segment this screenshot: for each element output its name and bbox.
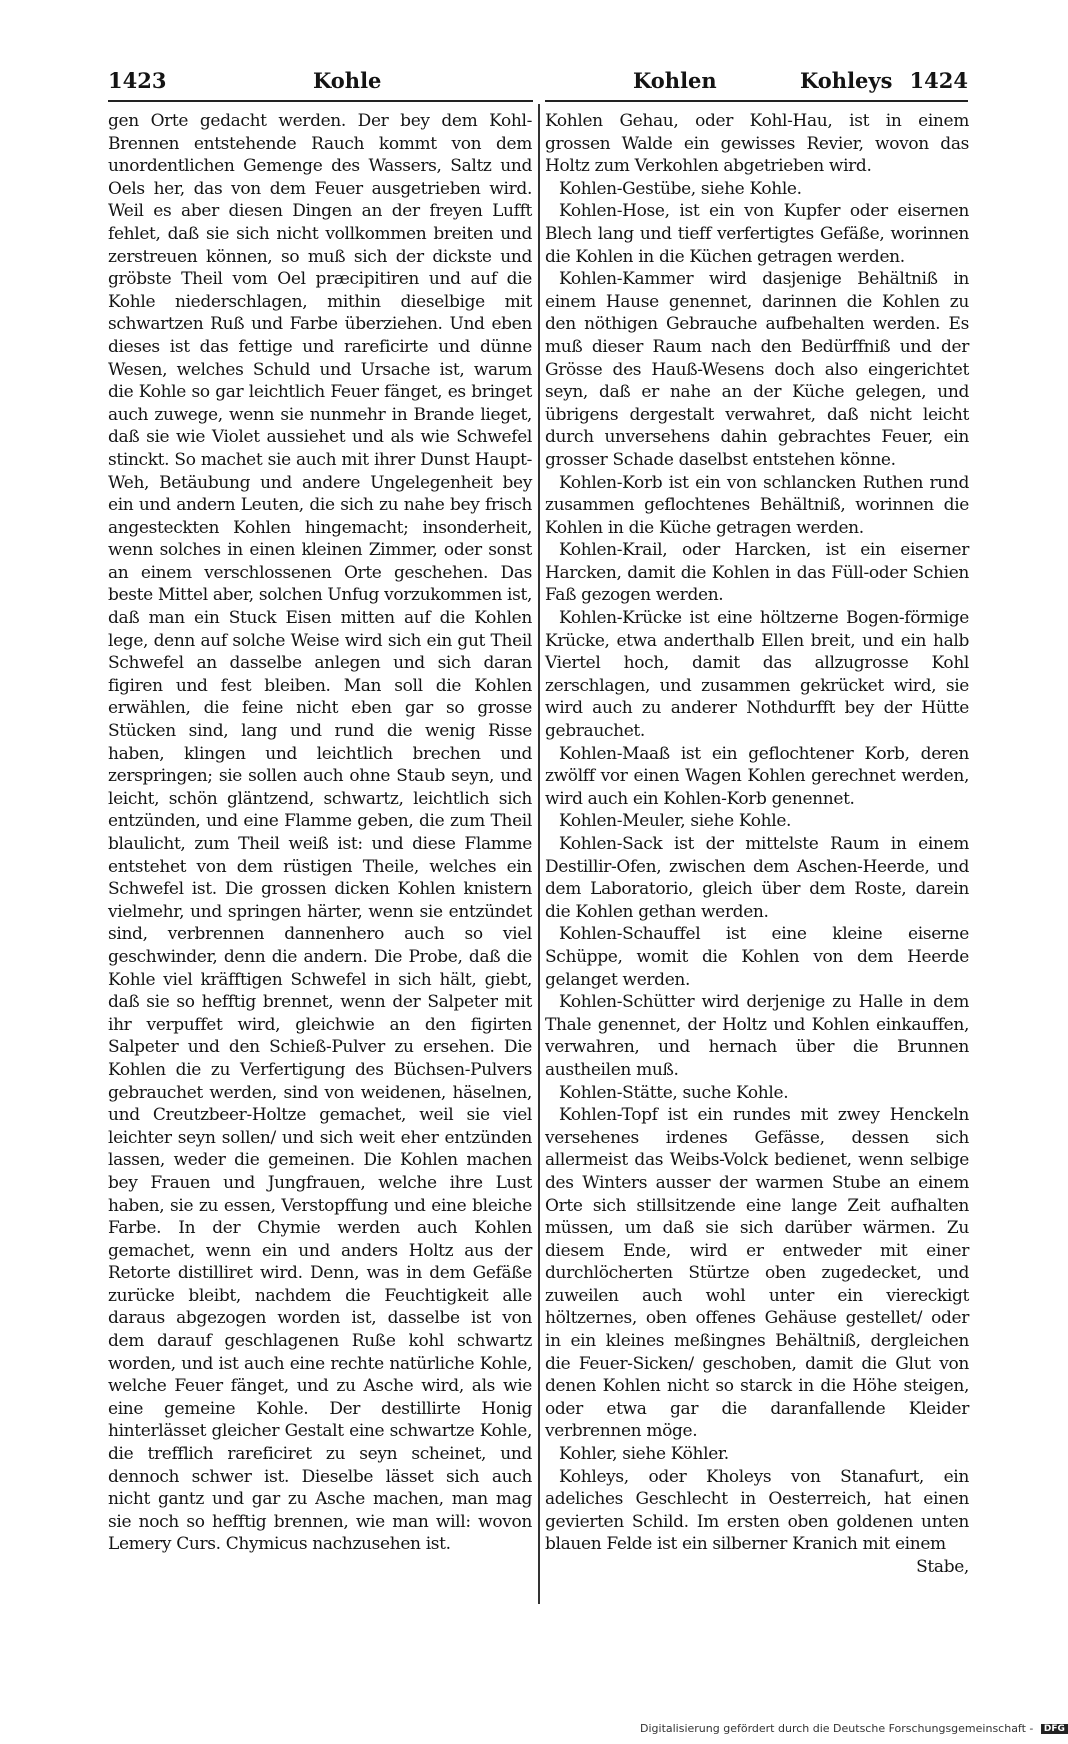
entry-kohlen-maass: Kohlen-Maaß ist ein geflochtener Korb, deren zwölff vor einen Wagen Kohlen gerechnet werden, wird auch ein Kohlen-Korb genennet.	[545, 743, 969, 809]
header-word-left: Kohle	[313, 68, 382, 93]
right-column	[545, 110, 969, 1579]
entry-kohlen-sack: Kohlen-Sack ist der mittelste Raum in einem Destillir-Ofen, zwischen dem Aschen-Heerde, und dem Laboratorio, gleich über dem Roste, darein die Kohlen gethan werden.	[545, 834, 969, 922]
left-column	[108, 110, 532, 1556]
entry-kohlen-kammer: Kohlen-Kammer wird dasjenige Behältniß in einem Hause genennet, darinnen die Kohlen zu den nöthigen Gebrauche aufbehalten werden. Es muß dieser Raum nach den Bedürffniß und der Grösse des Hauß-Wesens doch also eingerichtet seyn, daß er nahe an der Küche gelegen, und übrigens dergestalt verwahret, daß nicht leicht durch unversehens dahin gebrachtes Feuer, ein grosser Schade daselbst entstehen könne.	[545, 269, 969, 470]
entry-kohlen-meuler: Kohlen-Meuler, siehe Kohle.	[559, 811, 792, 832]
entry-kohlen-schauffel: Kohlen-Schauffel ist eine kleine eiserne Schüppe, womit die Kohlen von dem Heerde gelanget werden.	[545, 924, 969, 990]
credit-text: Digitalisierung gefördert durch die Deutsche Forschungsgemeinschaft -	[640, 1722, 1034, 1735]
entry-kohlen-korb: Kohlen-Korb ist ein von schlancken Ruthen rund zusammen geflochtenes Behältniß, worinnen die Kohlen in die Küche getragen werden.	[545, 472, 969, 538]
running-header	[108, 68, 968, 98]
entry-kohlen-krail: Kohlen-Krail, oder Harcken, ist ein eiserner Harcken, damit die Kohlen in das Füll-oder Schien Faß gezogen werden.	[545, 540, 969, 606]
digitization-credit	[640, 1722, 1065, 1738]
entry-kohlen-gehau: Kohlen Gehau, oder Kohl-Hau, ist in einem grossen Walde ein gewisses Revier, wovon das Holtz zum Verkohlen abgetrieben wird.	[545, 111, 969, 177]
page-number-left: 1423	[108, 68, 167, 93]
entry-kohlen-schuetter: Kohlen-Schütter wird derjenige zu Halle in dem Thale genennet, der Holtz und Kohlen einkauffen, verwahren, und hernach über die Brunnen austheilen muß.	[545, 992, 969, 1080]
entry-kohlen-gestuebe: Kohlen-Gestübe, siehe Kohle.	[559, 178, 802, 199]
entry-kohleys: Kohleys, oder Kholeys von Stanafurt, ein adeliches Geschlecht in Oesterreich, hat einen gevierten Schild. Im ersten oben goldenen unten blauen Felde ist ein silberner Kranich mit einem	[545, 1466, 969, 1555]
entry-kohlen-staette: Kohlen-Stätte, suche Kohle.	[559, 1082, 789, 1103]
entry-kohlen-topf: Kohlen-Topf ist ein rundes mit zwey Henckeln versehenes irdenes Gefässe, dessen sich allermeist das Weibs-Volck bedienet, wenn selbige des Winters ausser der warmen Stube an einem Orte sich stillsitzende eine lange Zeit aufhalten müssen, um daß sie sich darüber wärmen. Zu diesem Ende, wird er entweder mit einer durchlöcherten Stürtze oben zugedecket, und zuweilen auch wohl unter ein viereckigt höltzernes, oben offenes Gehäuse gestellet/ oder in ein kleines meßingnes Behältniß, dergleichen die Feuer-Sicken/ geschoben, damit die Glut von denen Kohlen nicht so starck in die Höhe steigen, oder etwa gar die daranfallende Kleider verbrennen möge.	[545, 1105, 969, 1442]
entry-kohlen-hose: Kohlen-Hose, ist ein von Kupfer oder eisernen Blech lang und tieff verfertigtes Gefäße, worinnen die Kohlen in die Küchen getragen werden.	[545, 201, 969, 267]
header-word-right-2: Kohleys	[800, 68, 893, 93]
page-number-right: 1424	[909, 68, 968, 93]
entry-kohlen-kruecke: Kohlen-Krücke ist eine höltzerne Bogen-förmige Krücke, etwa anderthalb Ellen breit, und ein halb Viertel hoch, damit das allzugrosse Kohl zerschlagen, und zusammen gekrücket wird, sie wird auch zu anderer Nothdurfft bey der Hütte gebrauchet.	[545, 608, 969, 742]
entry-kohler: Kohler, siehe Köhler.	[559, 1444, 729, 1465]
header-rule-left	[108, 100, 533, 102]
left-column-paragraph: gen Orte gedacht werden. Der bey dem Kohl-Brennen entstehende Rauch kommt von dem unordentlichen Gemenge des Wassers, Saltz und Oels her, das von dem Feuer ausgetrieben wird. Weil es aber diesen Dingen an der freyen Lufft fehlet, daß sie sich nicht vollkommen breiten und zerstreuen können, so muß sich der dickste und gröbste Theil vom Oel præcipitiren und auf die Kohle niederschlagen, mithin dieselbige mit schwartzen Ruß und Farbe überziehen. Und eben dieses ist das fettige und rareficirte und dünne Wesen, welches Schuld und Ursache ist, warum die Kohle so gar leichtlich Feuer fänget, es bringet auch zuwege, wenn sie nunmehr in Brande lieget, daß sie wie Violet aussiehet und als wie Schwefel stinckt. So machet sie auch mit ihrer Dunst Haupt-Weh, Betäubung und andere Ungelegenheit bey ein und andern Leuten, die sich zu nahe bey frisch angesteckten Kohlen hingemacht; insonderheit, wenn solches in einen kleinen Zimmer, oder sonst an einem verschlossenen Orte geschehen. Das beste Mittel aber, solchen Unfug vorzukommen ist, daß man ein Stuck Eisen mitten auf die Kohlen lege, denn auf solche Weise wird sich ein gut Theil Schwefel an dasselbe anlegen und sich daran figiren und fest bleiben. Man soll die Kohlen erwählen, die feine nicht eben gar so grosse Stücken sind, lang und rund die wenig Risse haben, klingen und leichtlich brechen und zerspringen; sie sollen auch ohne Staub seyn, und leicht, schön gläntzend, schwartz, leichtlich sich entzünden, und eine Flamme geben, die zum Theil blaulicht, zum Theil weiß ist: und diese Flamme entstehet von dem rüstigen Theile, welches ein Schwefel ist. Die grossen dicken Kohlen knistern vielmehr, und springen härter, wenn sie entzündet sind, verbrennen dannenhero auch so viel geschwinder, denn die andern. Die Probe, daß die Kohle viel kräfftigen Schwefel in sich hält, giebt, daß sie so hefftig brennet, wenn der Salpeter mit ihr verpuffet wird, gleichwie an den figirten Salpeter und den Schieß-Pulver zu ersehen. Die Kohlen die zu Verfertigung des Büchsen-Pulvers gebrauchet werden, sind von weidenen, häselnen, und Creutzbeer-Holtze gemachet, weil sie viel leichter seyn sollen/ und sich weit eher entzünden lassen, weder die gemeinen. Die Kohlen machen bey Frauen und Jungfrauen, welche ihre Lust haben, sie zu essen, Verstopffung und eine bleiche Farbe. In der Chymie werden auch Kohlen gemachet, wenn ein und anders Holtz aus der Retorte distilliret wird. Denn, was in dem Gefäße zurücke bleibt, nachdem die Feuchtigkeit alle daraus abgezogen worden ist, dasselbe ist von dem darauf geschlagenen Ruße kohl schwartz worden, und ist auch eine rechte natürliche Kohle, welche Feuer fänget, und zu Asche wird, als wie eine gemeine Kohle. Der destillirte Honig hinterlässet gleicher Gestalt eine schwartze Kohle, die trefflich rareficiret zu seyn scheinet, und dennoch schwer ist. Dieselbe lässet sich auch nicht gantz und gar zu Asche machen, man mag sie noch so hefftig brennen, wie man will: wovon Lemery Curs. Chymicus nachzusehen ist.	[108, 111, 532, 1555]
header-word-right-1: Kohlen	[633, 68, 717, 93]
dfg-logo: DFG	[1041, 1724, 1068, 1734]
column-divider	[538, 104, 540, 1604]
catchword: Stabe,	[916, 1557, 969, 1577]
header-rule-right	[545, 100, 968, 102]
